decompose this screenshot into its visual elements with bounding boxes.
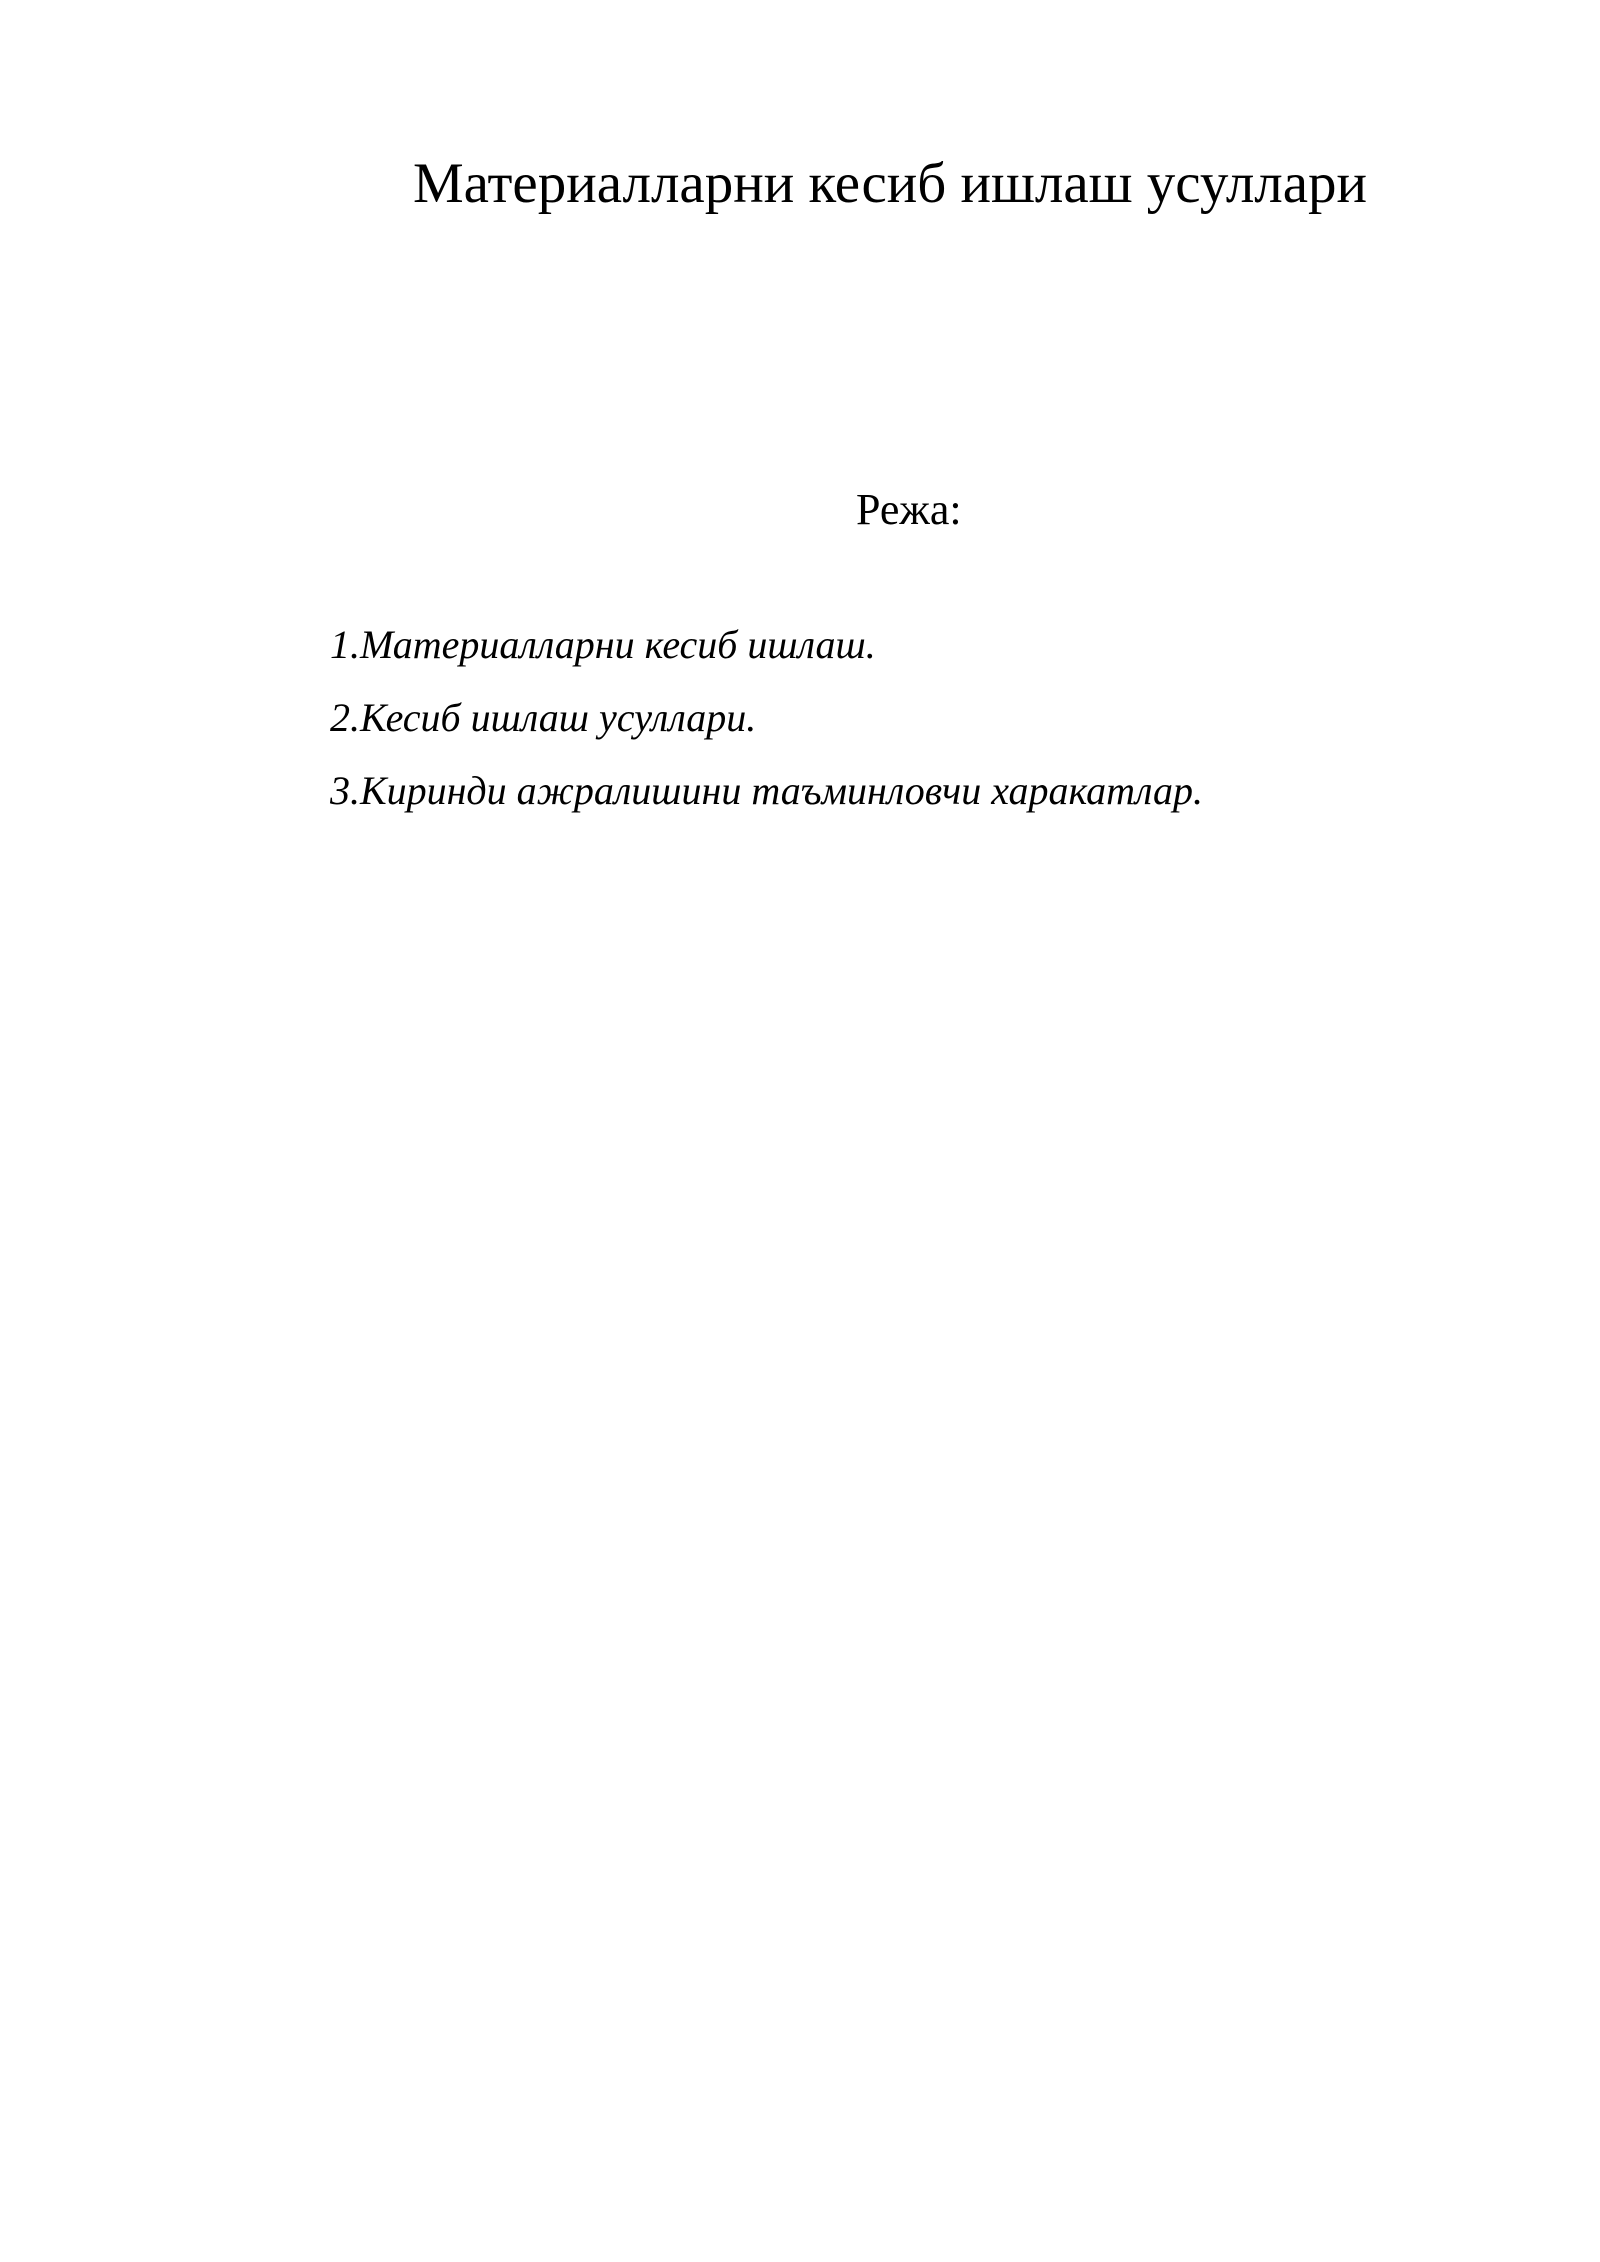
plan-item-2: 2.Кесиб ишлаш усуллари. [330, 695, 757, 740]
plan-item-1: 1.Материалларни кесиб ишлаш. [330, 622, 876, 667]
plan-item-3: 3.Киринди ажралишини таъминловчи харакатлар. [330, 768, 1203, 813]
plan-heading: Режа: [856, 485, 962, 534]
document-title: Материалларни кесиб ишлаш усуллари [413, 152, 1368, 215]
plan-list [330, 621, 1203, 840]
